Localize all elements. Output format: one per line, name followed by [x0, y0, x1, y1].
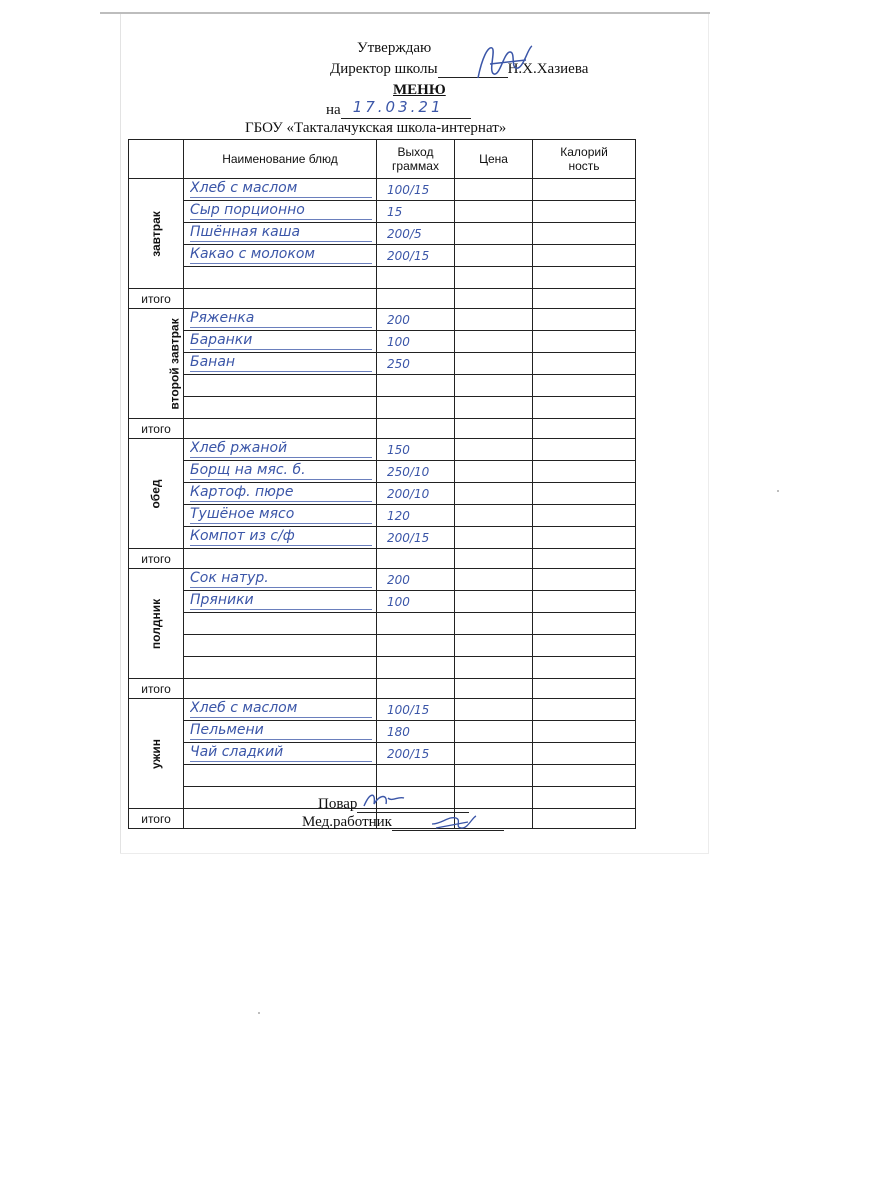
- price-cell: [455, 483, 533, 505]
- table-row: [129, 201, 636, 223]
- document-title: МЕНЮ: [393, 82, 446, 98]
- director-line: [330, 61, 588, 78]
- total-price-cell: [455, 419, 533, 439]
- yield-cell: [377, 699, 455, 721]
- total-calories-cell: [533, 549, 636, 569]
- dish-cell: [184, 461, 377, 483]
- price-cell: [455, 527, 533, 549]
- yield-cell: [377, 397, 455, 419]
- director-name: Н.Х.Хазиева: [507, 61, 589, 77]
- yield-cell: [377, 375, 455, 397]
- approve-label: Утверждаю: [357, 40, 432, 56]
- yield-value: 15: [387, 204, 403, 219]
- dish-cell: [184, 721, 377, 743]
- calories-cell: [533, 267, 636, 289]
- calories-cell: [533, 353, 636, 375]
- total-yield-cell: [377, 419, 455, 439]
- table-row: [129, 223, 636, 245]
- table-row: [129, 309, 636, 331]
- yield-cell: [377, 613, 455, 635]
- meal-label-cell: [129, 179, 184, 289]
- total-row: [129, 419, 636, 439]
- dish-cell: [184, 591, 377, 613]
- calories-cell: [533, 331, 636, 353]
- dish-name: Банан: [190, 354, 372, 372]
- menu-body: [129, 179, 636, 829]
- price-cell: [455, 721, 533, 743]
- calories-cell: [533, 787, 636, 809]
- total-calories-cell: [533, 809, 636, 829]
- dish-name: Сыр порционно: [190, 202, 372, 220]
- cook-label: Повар: [318, 796, 358, 812]
- director-signature: [470, 38, 540, 84]
- scan-speck: [258, 1012, 260, 1014]
- dish-cell: [184, 699, 377, 721]
- dish-cell: [184, 245, 377, 267]
- meal-label: второй завтрак: [167, 317, 182, 410]
- yield-cell: [377, 309, 455, 331]
- calories-cell: [533, 699, 636, 721]
- calories-cell: [533, 721, 636, 743]
- yield-value: 200/15: [387, 530, 430, 545]
- total-dish-cell: [184, 419, 377, 439]
- table-row: [129, 179, 636, 201]
- total-dish-cell: [184, 549, 377, 569]
- yield-cell: [377, 569, 455, 591]
- table-header-row: [129, 140, 636, 179]
- price-cell: [455, 569, 533, 591]
- calories-cell: [533, 375, 636, 397]
- dish-cell: [184, 201, 377, 223]
- dish-name: Борщ на мяс. б.: [190, 462, 372, 480]
- total-yield-cell: [377, 549, 455, 569]
- dish-cell: [184, 439, 377, 461]
- yield-cell: [377, 245, 455, 267]
- medic-label: Мед.работник: [302, 814, 392, 830]
- price-cell: [455, 179, 533, 201]
- table-row: [129, 483, 636, 505]
- column-header-yield-label: Выход граммах: [392, 145, 439, 173]
- price-cell: [455, 699, 533, 721]
- scan-edge-left: [120, 14, 121, 854]
- dish-cell: [184, 331, 377, 353]
- calories-cell: [533, 483, 636, 505]
- column-header-price: Цена: [455, 140, 533, 179]
- dish-name: Баранки: [190, 332, 372, 350]
- calories-cell: [533, 461, 636, 483]
- dish-cell: [184, 309, 377, 331]
- dish-name: Хлеб с маслом: [190, 700, 372, 718]
- yield-cell: [377, 201, 455, 223]
- menu-table: [128, 139, 636, 829]
- yield-value: 250/10: [387, 464, 430, 479]
- dish-name: Хлеб с маслом: [190, 180, 372, 198]
- meal-label-cell: [129, 699, 184, 809]
- calories-cell: [533, 635, 636, 657]
- corner-cell: [129, 140, 184, 179]
- dish-name: Хлеб ржаной: [190, 440, 372, 458]
- calories-cell: [533, 527, 636, 549]
- price-cell: [455, 353, 533, 375]
- yield-cell: [377, 179, 455, 201]
- total-label: итого: [129, 419, 184, 439]
- total-label: итого: [129, 809, 184, 829]
- calories-cell: [533, 743, 636, 765]
- total-row: [129, 679, 636, 699]
- yield-value: 200/10: [387, 486, 430, 501]
- date-field: [341, 98, 471, 119]
- yield-cell: [377, 461, 455, 483]
- yield-cell: [377, 267, 455, 289]
- yield-cell: [377, 483, 455, 505]
- price-cell: [455, 765, 533, 787]
- total-row: [129, 549, 636, 569]
- table-row: [129, 699, 636, 721]
- yield-cell: [377, 527, 455, 549]
- calories-cell: [533, 613, 636, 635]
- yield-value: 100: [387, 334, 410, 349]
- yield-cell: [377, 743, 455, 765]
- medic-signature: [428, 810, 480, 832]
- total-calories-cell: [533, 419, 636, 439]
- table-row: [129, 375, 636, 397]
- price-cell: [455, 331, 533, 353]
- calories-cell: [533, 309, 636, 331]
- meal-label: ужин: [148, 738, 163, 769]
- meal-label-cell: [129, 309, 184, 419]
- table-row: [129, 267, 636, 289]
- dish-cell: [184, 657, 377, 679]
- date-value: 17.03.21: [352, 98, 444, 116]
- column-header-calories: [533, 140, 636, 179]
- dish-name: Пшённая каша: [190, 224, 372, 242]
- yield-cell: [377, 505, 455, 527]
- date-prefix: на: [326, 102, 341, 118]
- table-row: [129, 245, 636, 267]
- yield-value: 200/5: [387, 226, 422, 241]
- price-cell: [455, 397, 533, 419]
- dish-cell: [184, 569, 377, 591]
- scan-speck: [777, 490, 779, 492]
- table-row: [129, 613, 636, 635]
- dish-cell: [184, 483, 377, 505]
- dish-name: Тушёное мясо: [190, 506, 372, 524]
- calories-cell: [533, 439, 636, 461]
- total-label: итого: [129, 289, 184, 309]
- price-cell: [455, 505, 533, 527]
- table-row: [129, 527, 636, 549]
- dish-name: Пряники: [190, 592, 372, 610]
- dish-cell: [184, 765, 377, 787]
- calories-cell: [533, 201, 636, 223]
- total-price-cell: [455, 289, 533, 309]
- dish-cell: [184, 353, 377, 375]
- total-yield-cell: [377, 289, 455, 309]
- table-row: [129, 743, 636, 765]
- total-calories-cell: [533, 679, 636, 699]
- column-header-yield: [377, 140, 455, 179]
- table-row: [129, 505, 636, 527]
- calories-cell: [533, 591, 636, 613]
- column-header-calories-label: Калорий ность: [560, 145, 608, 173]
- meal-label: обед: [148, 478, 163, 509]
- yield-cell: [377, 223, 455, 245]
- total-dish-cell: [184, 679, 377, 699]
- calories-cell: [533, 245, 636, 267]
- dish-cell: [184, 613, 377, 635]
- total-price-cell: [455, 679, 533, 699]
- calories-cell: [533, 657, 636, 679]
- yield-value: 180: [387, 724, 410, 739]
- total-label: итого: [129, 549, 184, 569]
- price-cell: [455, 245, 533, 267]
- table-row: [129, 721, 636, 743]
- dish-name: Какао с молоком: [190, 246, 372, 264]
- director-label: Директор школы: [330, 61, 438, 77]
- meal-label-cell: [129, 439, 184, 549]
- total-yield-cell: [377, 679, 455, 699]
- total-dish-cell: [184, 289, 377, 309]
- school-name: ГБОУ «Такталачукская школа-интернат»: [245, 120, 507, 136]
- dish-name: Пельмени: [190, 722, 372, 740]
- price-cell: [455, 201, 533, 223]
- table-row: [129, 461, 636, 483]
- price-cell: [455, 375, 533, 397]
- yield-value: 150: [387, 442, 410, 457]
- dish-cell: [184, 179, 377, 201]
- meal-label: полдник: [149, 598, 163, 649]
- dish-name: Ряженка: [190, 310, 372, 328]
- calories-cell: [533, 397, 636, 419]
- yield-value: 200: [387, 312, 410, 327]
- yield-cell: [377, 765, 455, 787]
- yield-value: 200: [387, 572, 410, 587]
- yield-cell: [377, 657, 455, 679]
- meal-label: завтрак: [149, 210, 163, 257]
- dish-cell: [184, 375, 377, 397]
- dish-cell: [184, 397, 377, 419]
- table-row: [129, 353, 636, 375]
- table-row: [129, 591, 636, 613]
- calories-cell: [533, 505, 636, 527]
- price-cell: [455, 743, 533, 765]
- dish-cell: [184, 635, 377, 657]
- yield-value: 100/15: [387, 182, 430, 197]
- yield-cell: [377, 721, 455, 743]
- meal-label-cell: [129, 569, 184, 679]
- dish-name: Компот из с/ф: [190, 528, 372, 546]
- total-row: [129, 289, 636, 309]
- yield-value: 100: [387, 594, 410, 609]
- yield-value: 200/15: [387, 746, 430, 761]
- yield-cell: [377, 591, 455, 613]
- cook-signature: [360, 788, 408, 812]
- dish-cell: [184, 505, 377, 527]
- price-cell: [455, 657, 533, 679]
- yield-cell: [377, 353, 455, 375]
- price-cell: [455, 635, 533, 657]
- total-label: итого: [129, 679, 184, 699]
- scan-edge-top: [100, 12, 710, 14]
- date-line: [326, 98, 471, 119]
- scan-edge-right: [708, 14, 709, 854]
- dish-cell: [184, 743, 377, 765]
- yield-value: 200/15: [387, 248, 430, 263]
- calories-cell: [533, 765, 636, 787]
- price-cell: [455, 439, 533, 461]
- yield-cell: [377, 439, 455, 461]
- table-row: [129, 765, 636, 787]
- yield-cell: [377, 635, 455, 657]
- yield-value: 250: [387, 356, 410, 371]
- price-cell: [455, 461, 533, 483]
- price-cell: [455, 223, 533, 245]
- column-header-dish: Наименование блюд: [184, 140, 377, 179]
- dish-cell: [184, 527, 377, 549]
- dish-name: Картоф. пюре: [190, 484, 372, 502]
- price-cell: [455, 267, 533, 289]
- dish-cell: [184, 223, 377, 245]
- table-row: [129, 657, 636, 679]
- dish-name: Чай сладкий: [190, 744, 372, 762]
- table-row: [129, 635, 636, 657]
- table-row: [129, 569, 636, 591]
- calories-cell: [533, 223, 636, 245]
- calories-cell: [533, 569, 636, 591]
- table-row: [129, 331, 636, 353]
- table-row: [129, 397, 636, 419]
- price-cell: [455, 591, 533, 613]
- price-cell: [455, 309, 533, 331]
- scan-edge-bottom: [120, 853, 708, 854]
- dish-name: Сок натур.: [190, 570, 372, 588]
- calories-cell: [533, 179, 636, 201]
- yield-value: 100/15: [387, 702, 430, 717]
- total-calories-cell: [533, 289, 636, 309]
- yield-value: 120: [387, 508, 410, 523]
- table-row: [129, 439, 636, 461]
- price-cell: [455, 613, 533, 635]
- yield-cell: [377, 331, 455, 353]
- dish-cell: [184, 267, 377, 289]
- total-price-cell: [455, 549, 533, 569]
